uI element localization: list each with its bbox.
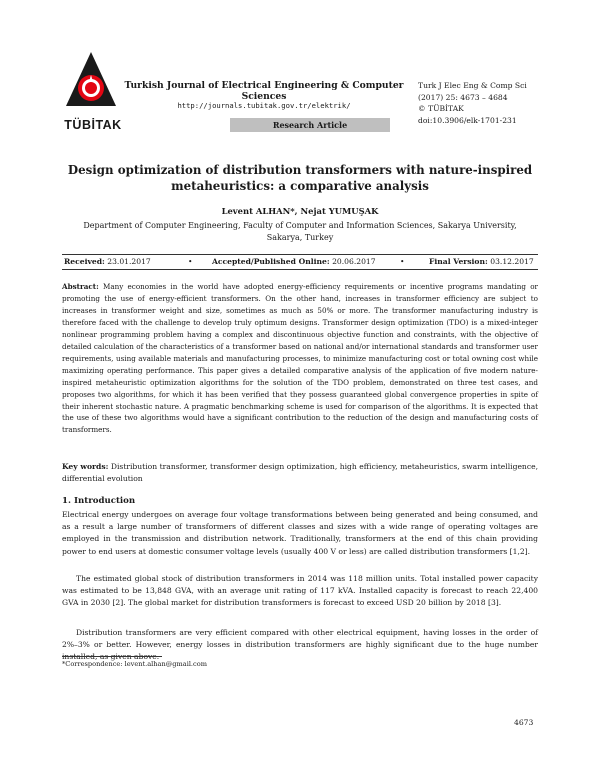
keywords-label: Key words: bbox=[62, 462, 109, 471]
page-number: 4673 bbox=[514, 718, 534, 727]
abstract-label: Abstract: bbox=[62, 282, 99, 291]
citation-doi[interactable]: doi:10.3906/elk-1701-231 bbox=[418, 115, 517, 125]
affiliation: Department of Computer Engineering, Faculty of Computer and Information Sciences, Sakarya University, Sakarya, Turkey bbox=[83, 221, 517, 242]
citation-journal: Turk J Elec Eng & Comp Sci bbox=[418, 81, 527, 90]
paragraph-3: Distribution transformers are very efficient compared with other electrical equipment, having losses in the order of 2%–3% or better. However, energy losses in distribution transformers are highly significant due to the huge number installed, as given above. bbox=[62, 628, 538, 662]
bullet-2: • bbox=[400, 257, 405, 266]
citation-block bbox=[418, 80, 527, 126]
correspondence-footnote: *Correspondence: levent.alhan@gmail.com bbox=[62, 660, 207, 668]
footnote-rule bbox=[62, 656, 162, 657]
journal-url[interactable]: http://journals.tubitak.gov.tr/elektrik/ bbox=[177, 101, 351, 110]
article-type-banner: Research Article bbox=[230, 118, 390, 132]
citation-copyright: © TÜBİTAK bbox=[418, 104, 464, 114]
paper-title: Design optimization of distribution transformers with nature-inspired metaheuristics: a comparative analysis bbox=[67, 163, 533, 193]
keywords-text: Distribution transformer, transformer design optimization, high efficiency, metaheuristics, swarm intelligence, differential evolution bbox=[62, 462, 538, 483]
final-date: Final Version: 03.12.2017 bbox=[429, 257, 534, 266]
bullet-1: • bbox=[188, 257, 193, 266]
abstract-text: Many economies in the world have adopted energy-efficiency requirements or incentive programs mandating or promoting the use of energy-efficient transformers. On the other hand, increases in transformer efficiency are subject to increases in transformer weight and size, sometimes as much as 50% or more. The transformer manufacturing industry is therefore faced with the challenge to develop truly optimum designs. Transformer design optimization (TDO) is a mixed-integer nonlinear programming problem having a complex and discontinuous objective function and constraints, with the objective of detailed calculation of the characteristics of a transformer based on national and/or international standards and transformer user requirements, using available materials and manufacturing processes, to minimize manufacturing cost or total owning cost while maximizing operating performance. This paper gives a detailed comparative analysis of the application of five modern nature-inspired metaheuristic optimization algorithms for the solution of the TDO problem, demonstrated on three test cases, and proposes two algorithms, for which it has been verified that they possess guaranteed global convergence properties in spite of their inherent stochastic nature. A pragmatic benchmarking scheme is used for comparison of the algorithms. It is expected that the use of these two algorithms would have a significant contribution to the reduction of the design and manufacturing costs of transformers. bbox=[62, 282, 538, 435]
received-date: Received: 23.01.2017 bbox=[64, 257, 151, 266]
authors: Levent ALHAN*, Nejat YUMUŞAK bbox=[221, 206, 379, 216]
abstract bbox=[62, 281, 538, 436]
dates-bar bbox=[62, 254, 538, 270]
journal-name: Turkish Journal of Electrical Engineering & Computer Sciences bbox=[124, 80, 404, 102]
citation-pages: (2017) 25: 4673 – 4684 bbox=[418, 92, 508, 102]
logo-text: TÜBİTAK bbox=[64, 118, 122, 132]
paragraph-2: The estimated global stock of distribution transformers in 2014 was 118 million units. Total installed power capacity was estimated to be 13,848 GVA, with an average unit rating of 117 kVA. Installed capacity is forecast to reach 22,400 GVA in 2030 [2]. The global market for distribution transformers is forecast to exceed USD 20 billion by 2018 [3]. bbox=[62, 574, 538, 608]
keywords bbox=[62, 461, 538, 485]
accepted-date: Accepted/Published Online: 20.06.2017 bbox=[212, 257, 376, 266]
section-heading: 1. Introduction bbox=[62, 496, 136, 506]
paragraph-1: Electrical energy undergoes on average four voltage transformations between being generated and being consumed, and as a result a large number of transformers of different classes and sizes with a wide range of operating voltages are employed in the transmission and distribution network. Traditionally, transformers at the end of this chain providing power to end users at domestic consumer voltage levels (usually 400 V or less) are called distribution transformers [1,2]. bbox=[62, 510, 538, 556]
